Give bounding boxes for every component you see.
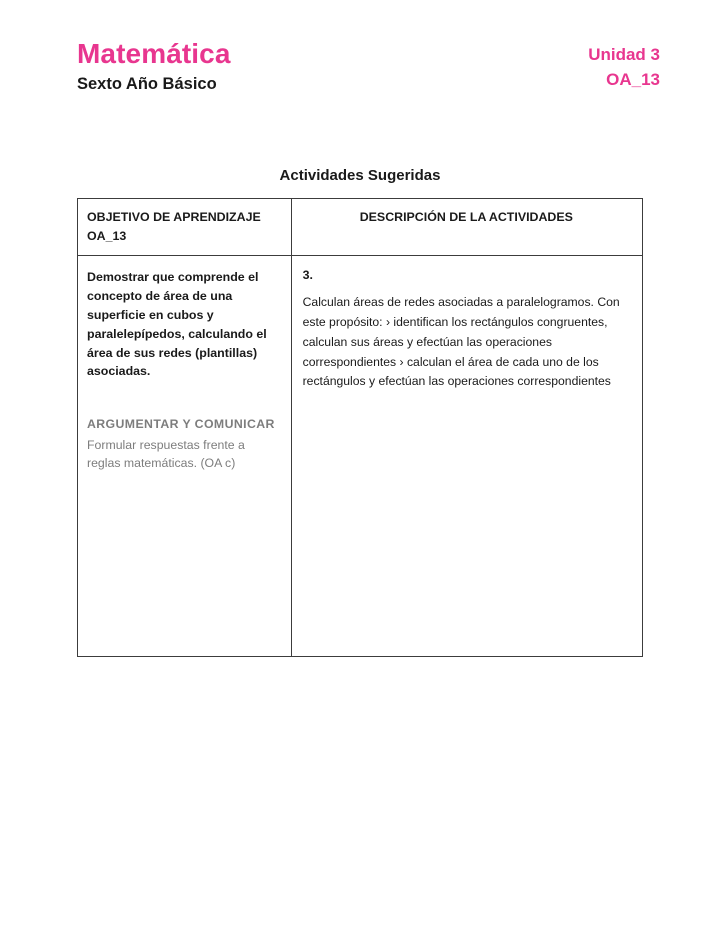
grade-title: Sexto Año Básico: [77, 75, 217, 94]
activity-number: 3.: [302, 268, 313, 283]
subject-title: Matemática: [77, 38, 231, 69]
table-header-description: DESCRIPCIÓN DE LA ACTIVIDADES: [359, 210, 573, 224]
table-header-row: [78, 199, 642, 256]
objective-cell: [78, 256, 292, 656]
document-header: [77, 38, 660, 95]
header-right-group: [588, 38, 660, 92]
table-header-objective-line2: OA_13: [87, 228, 127, 243]
table-header-objective: [78, 199, 292, 255]
skill-block: [87, 415, 281, 472]
activities-table: [77, 198, 643, 657]
header-left-group: [77, 38, 231, 95]
section-title: Actividades Sugeridas: [279, 167, 441, 184]
table-header-objective-line1: OBJETIVO DE APRENDIZAJE: [87, 210, 261, 224]
skill-title: ARGUMENTAR Y COMUNICAR: [87, 417, 275, 432]
activity-text: Calculan áreas de redes asociadas a paralelogramos. Con este propósito: › identifican los rectángulos congruentes, calculan sus áreas y efectúan las operaciones correspondientes › calculan el área de cada uno de los rectángulos y efectúan las operaciones correspondientes: [302, 295, 620, 389]
activity-cell: [292, 256, 642, 656]
skill-description: Formular respuestas frente a reglas matemáticas. (OA c): [87, 437, 245, 471]
objective-text: Demostrar que comprende el concepto de área de una superficie en cubos y paralelepípedos, calculando el área de sus redes (plantillas) asociadas.: [87, 270, 267, 379]
oa-code-label: OA_13: [606, 69, 660, 89]
table-row: [78, 256, 642, 656]
unit-label: Unidad 3: [588, 45, 660, 64]
